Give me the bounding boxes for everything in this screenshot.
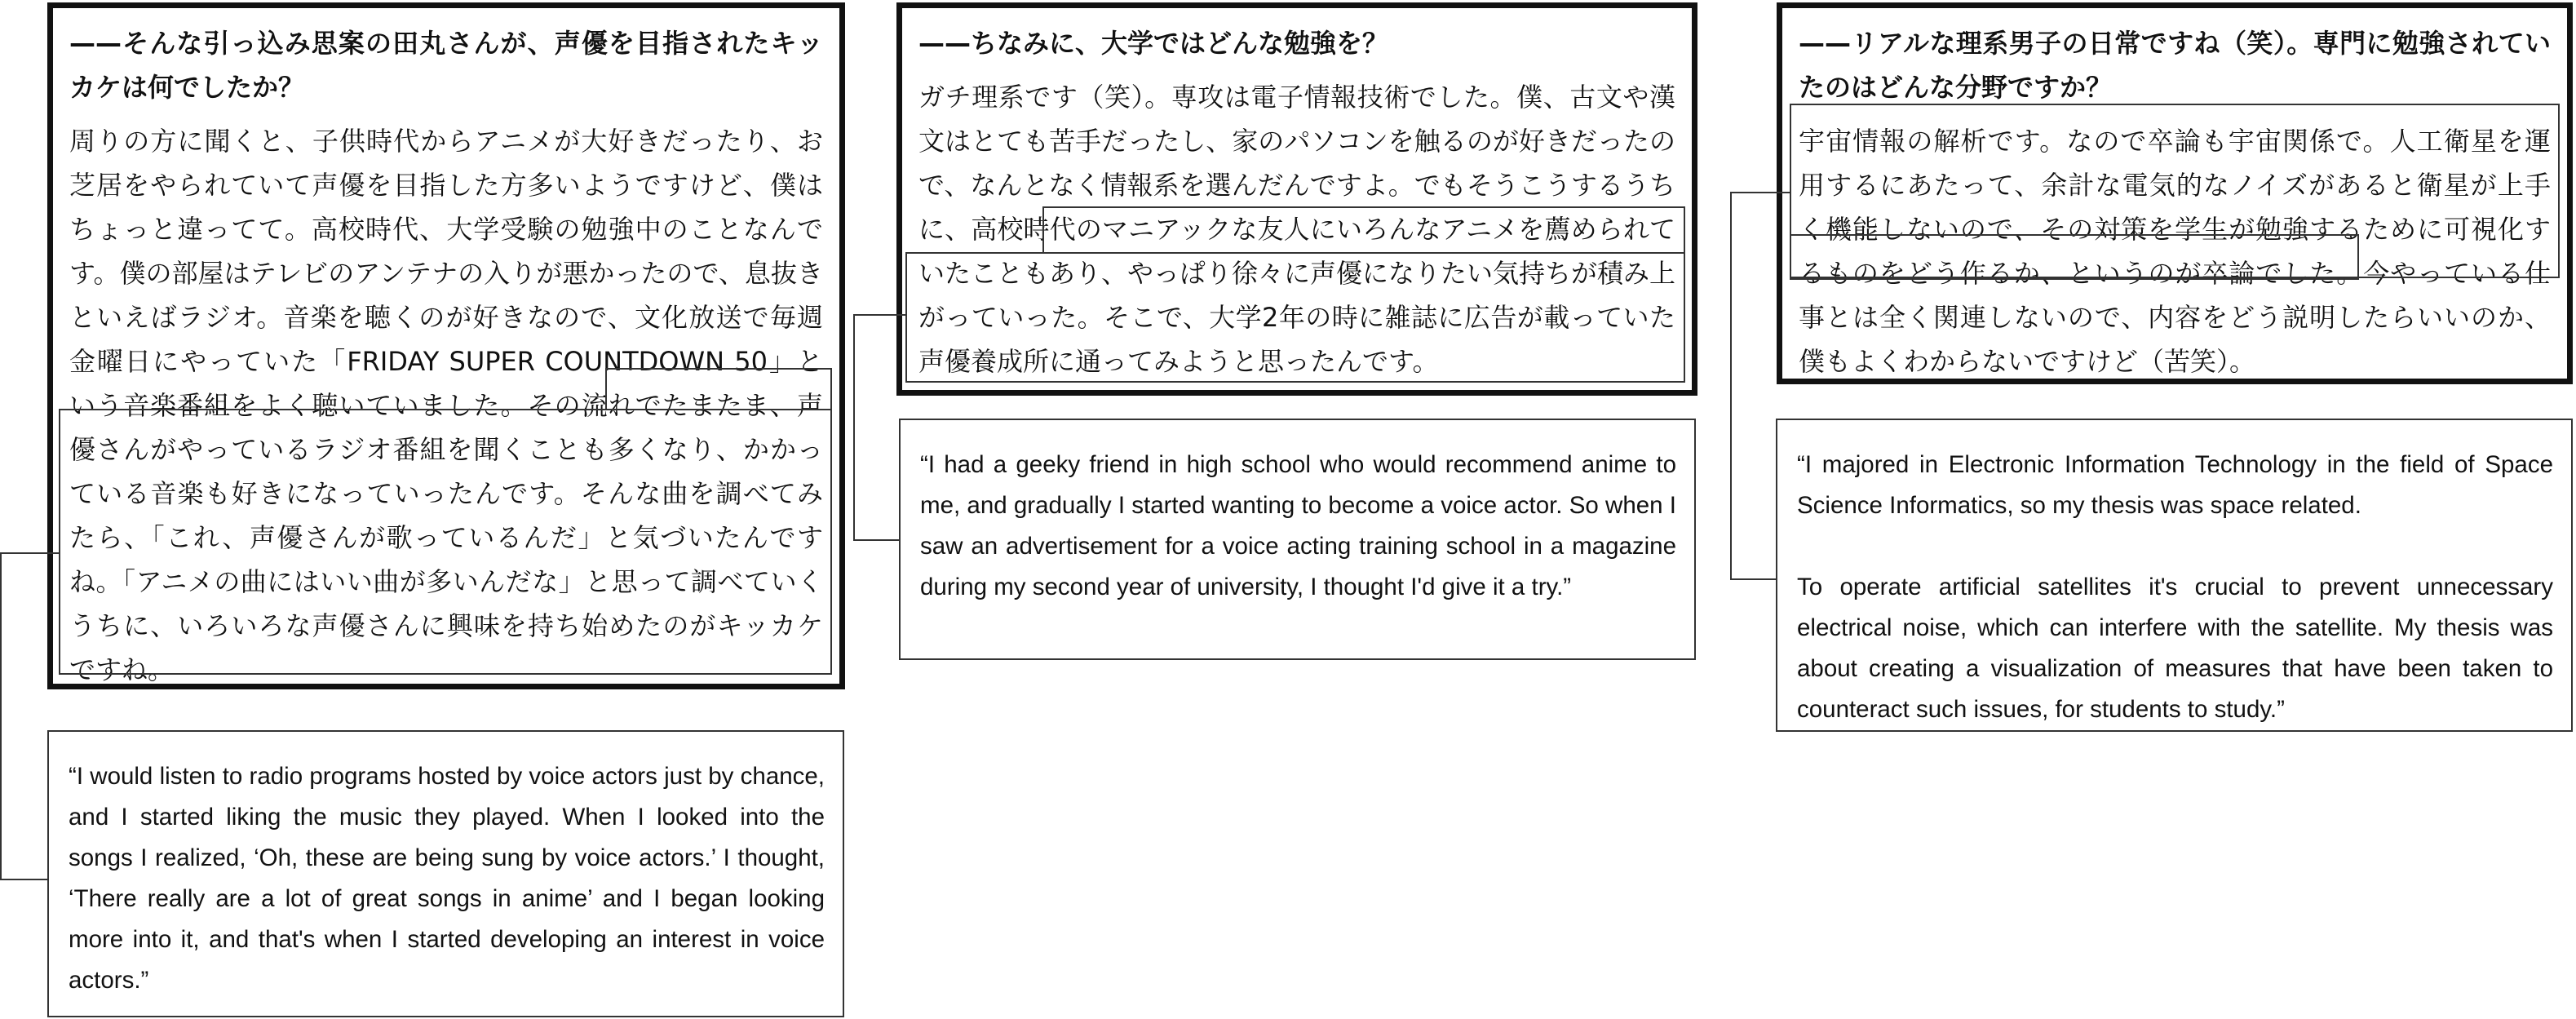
question-heading-2: ——ちなみに、大学ではどんな勉強を？: [918, 28, 1389, 59]
question-heading-1: ——そんな引っ込み思案の田丸さんが、声優を目指されたキッカケは何でしたか？: [69, 28, 823, 103]
connector-line-1: [0, 552, 59, 554]
connector-line-2-top: [853, 314, 905, 316]
translation-text-2: “I had a geeky friend in high school who would recommend anime to me, and gradually I started wanting to become a voice actor. So when I saw an advertisement for a voice acting training school in a magazine during my second year of university, I thought I'd give it a try.”: [920, 451, 1676, 600]
interview-panel-1-japanese: [47, 2, 845, 689]
connector-line-3-bottom: [1730, 578, 1779, 580]
translation-panel-2-english: [899, 419, 1696, 660]
answer-text-3: 宇宙情報の解析です。なので卒論も宇宙関係で。人工衛星を運用するにあたって、余計な電気的なノイズがあると衛星が上手く機能しないので、その対策を学生が勉強するために可視化するものをどう作るか、というのが卒論でした。今やっている仕事とは全く関連しないので、内容をどう説明したらいいのか、僕もよくわからないですけど（苦笑）。: [1799, 126, 2551, 377]
connector-line-1-bottom: [0, 879, 49, 880]
connector-line-3-top: [1730, 192, 1790, 193]
translation-panel-3-english: [1776, 419, 2573, 732]
answer-text-1: 周りの方に聞くと、子供時代からアニメが大好きだったり、お芝居をやられていて声優を目指した方多いようですけど、僕はちょっと違ってて。高校時代、大学受験の勉強中のことなんです。僕の部屋はテレビのアンテナの入りが悪かったので、息抜きといえばラジオ。音楽を聴くのが好きなので、文化放送で毎週金曜日にやっていた「FRIDAY SUPER COUNTDOWN 50」という音楽番組をよく聴いていました。その流れでたまたま、声優さんがやっているラジオ番組を聞くことも多くなり、かかっている音楽も好きになっていったんです。そんな曲を調べてみたら、「これ、声優さんが歌っているんだ」と気づいたんですね。「アニメの曲にはいい曲が多いんだな」と思って調べていくうちに、いろいろな声優さんに興味を持ち始めたのがキッカケですね。: [69, 126, 823, 685]
interview-panel-2-japanese: [896, 2, 1697, 396]
connector-line-3-vertical: [1730, 192, 1732, 580]
connector-line-2-vertical: [853, 314, 855, 541]
connector-line-2-bottom: [853, 539, 899, 541]
answer-text-2: ガチ理系です（笑）。専攻は電子情報技術でした。僕、古文や漢文はとても苦手だったし、家のパソコンを触るのが好きだったので、なんとなく情報系を選んだんですよ。でもそうこうするうちに、高校時代のマニアックな友人にいろんなアニメを薦められていたこともあり、やっぱり徐々に声優になりたい気持ちが積み上がっていった。そこで、大学2年の時に雑誌に広告が載っていた声優養成所に通ってみようと思ったんです。: [918, 82, 1676, 377]
translation-text-3a: “I majored in Electronic Information Technology in the field of Space Science Informatics, so my thesis was space related.: [1797, 451, 2553, 519]
translation-text-3b: To operate artificial satellites it's crucial to prevent unnecessary electrical noise, which can interfere with the satellite. My thesis was about creating a visualization of measures that have been taken to counteract such issues, for students to study.”: [1797, 574, 2553, 723]
question-heading-3: ——リアルな理系男子の日常ですね（笑）。専門に勉強されていたのはどんな分野ですか？: [1799, 28, 2551, 103]
translation-panel-1-english: [47, 730, 844, 1017]
interview-panel-3-japanese: [1777, 2, 2573, 384]
translation-text-1: “I would listen to radio programs hosted by voice actors just by chance, and I started liking the music they played. When I looked into the songs I realized, ‘Oh, these are being sung by voice actors.’ I thought, ‘There really are a lot of great songs in anime’ and I began looking more into it, and that's when I started developing an interest in voice actors.”: [69, 763, 825, 994]
connector-line-1-vertical: [0, 552, 2, 880]
